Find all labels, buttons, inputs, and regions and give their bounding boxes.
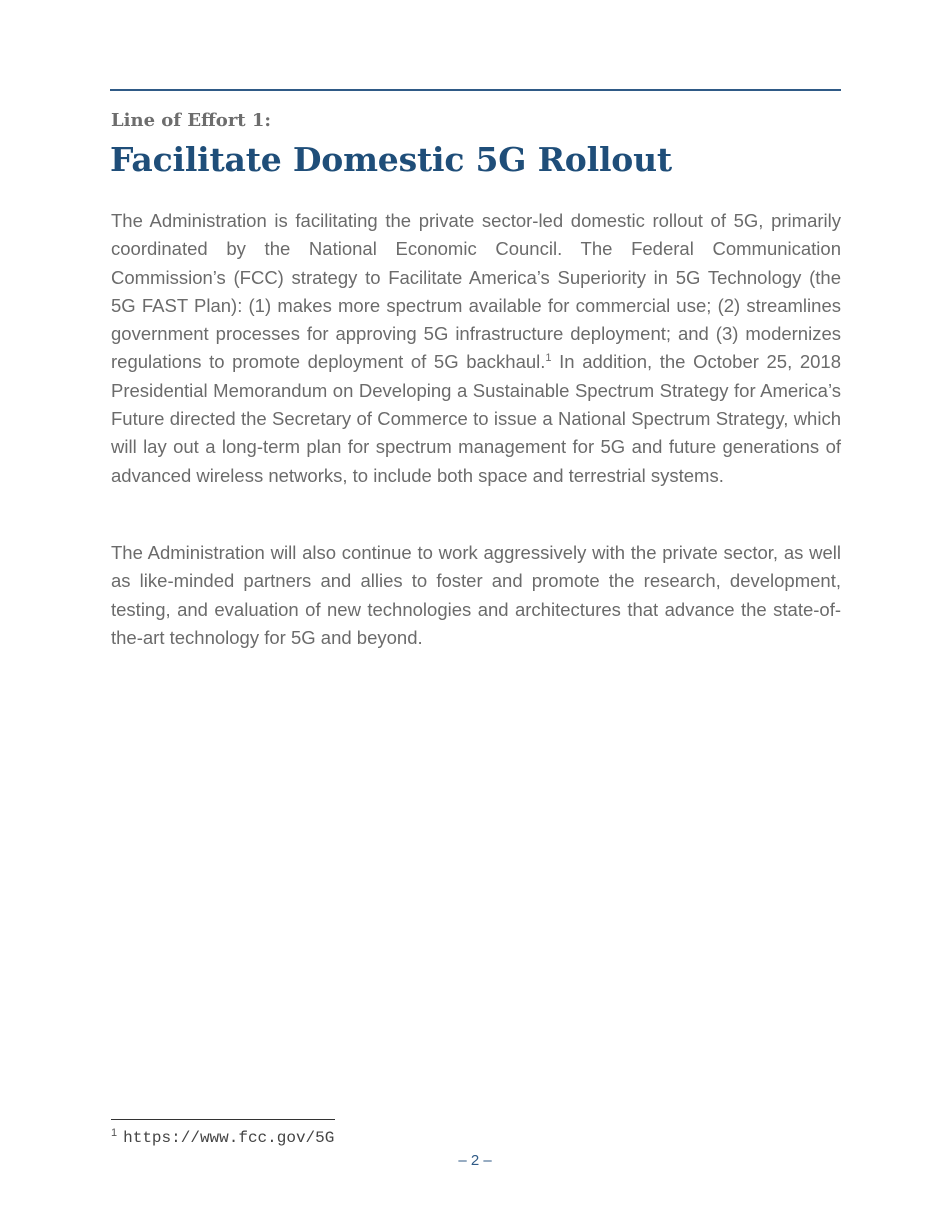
body-paragraph-2: The Administration will also continue to work aggressively with the private sector, as well as like-minded partners and allies to foster and promote the research, development, testing, and evaluation of new technologies and architectures that advance the state-of-the-art technology for 5G and beyond. xyxy=(111,542,841,648)
body-paragraph-1 xyxy=(111,207,841,490)
footnote-reference[interactable]: 1 xyxy=(545,352,552,365)
footnote-number: 1 xyxy=(111,1126,118,1139)
section-title: Facilitate Domestic 5G Rollout xyxy=(110,140,672,179)
footnote xyxy=(111,1126,335,1147)
header-rule xyxy=(110,89,841,91)
footnote-link[interactable]: https://www.fcc.gov/5G xyxy=(123,1129,335,1147)
page-number: – 2 – xyxy=(458,1152,492,1169)
footnote-separator xyxy=(111,1119,335,1120)
paragraph-1-text-a: The Administration is facilitating the private sector-led domestic rollout of 5G, primarily coordinated by the National Economic Council. The Federal Communication Commission’s (FCC) strategy to Facilitate America’s Superiority in 5G Technology (the 5G FAST Plan): (1) makes more spectrum available for commercial use; (2) streamlines government processes for approving 5G infrastructure deployment; and (3) modernizes regulations to promote deployment of 5G backhaul. xyxy=(111,210,841,373)
paragraph-1-text-b: In addition, the October 25, 2018 Presidential Memorandum on Developing a Sustainable Spectrum Strategy for America’s Future directed the Secretary of Commerce to issue a National Spectrum Strategy, which will lay out a long-term plan for spectrum management for 5G and future generations of advanced wireless networks, to include both space and terrestrial systems. xyxy=(111,351,841,486)
section-kicker: Line of Effort 1: xyxy=(111,110,272,131)
